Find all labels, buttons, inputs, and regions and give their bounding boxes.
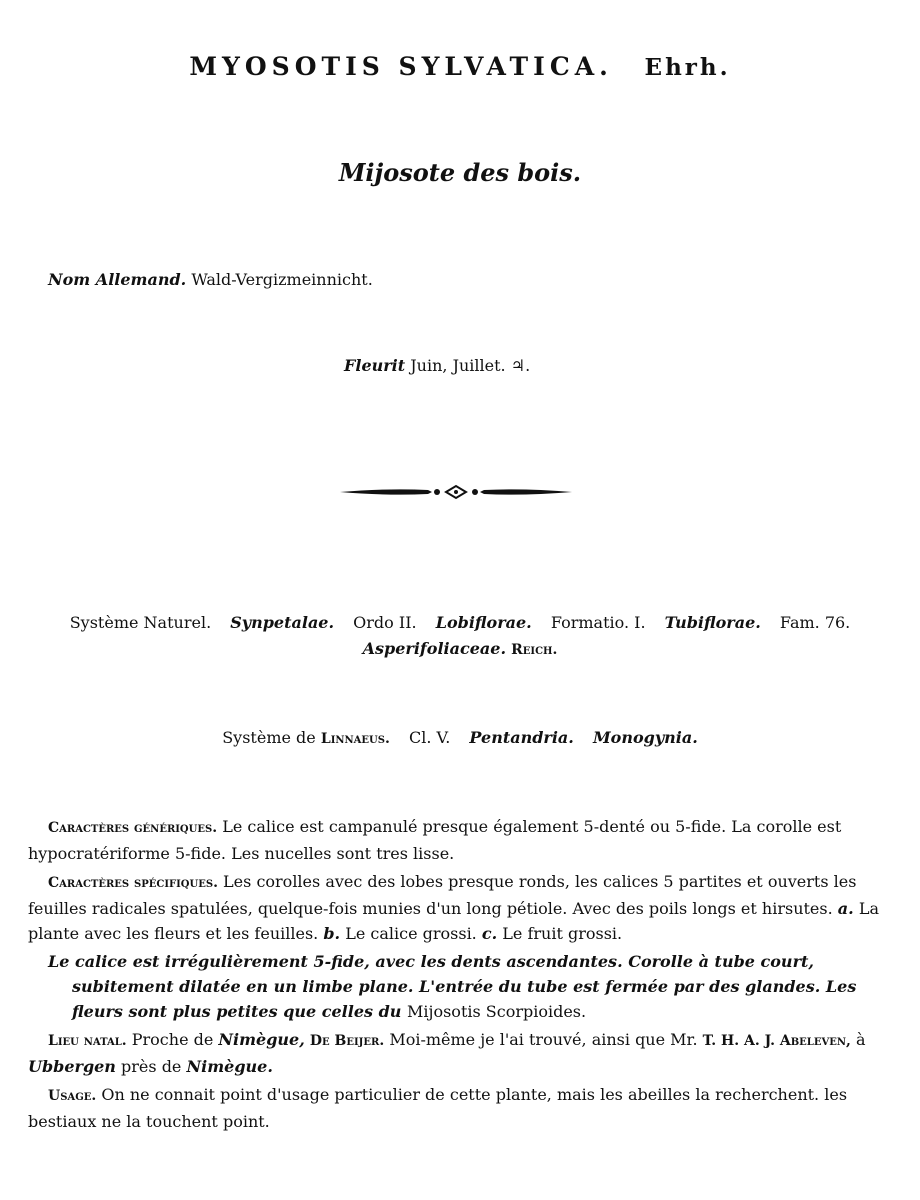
figure-c-label: c. <box>481 924 498 943</box>
page-title <box>0 52 920 81</box>
family-name: Asperifoliaceae. <box>362 639 507 658</box>
formatio-value: Tubiflorae. <box>664 613 761 632</box>
figure-b-label: b. <box>323 924 341 943</box>
systeme-naturel <box>0 610 920 663</box>
formatio-label: Formatio. I. <box>550 613 646 632</box>
generic-characters-text: Le calice est campanulé presque également 5-denté ou 5-fide. La corolle est hypocratériforme 5-fide. Les nucelles sont tres lisse. <box>28 817 842 863</box>
native-place-paragraph <box>28 1027 892 1079</box>
systeme-linnaeus <box>0 728 920 747</box>
family-number: Fam. 76. <box>779 613 851 632</box>
perennial-symbol: ♃. <box>510 356 531 375</box>
figure-a-label: a. <box>837 899 854 918</box>
systeme-naturel-line2 <box>0 636 920 663</box>
german-name-value: Wald-Vergizmeinnicht. <box>191 270 373 289</box>
native-place-text-3: à <box>855 1030 866 1049</box>
native-place-text-1: Proche de <box>131 1030 214 1049</box>
calyx-text: Le calice est irrégulièrement 5-fide, avec les dents ascendantes. Corolle à tube court, subitement dilatée en un limbe plane. L'entrée du tube est fermée par des glandes. Les fleurs sont plus petites que celles du <box>48 952 857 1021</box>
place-nimegue-1: Nimègue, <box>218 1030 305 1049</box>
reich-author: Reich. <box>511 642 558 658</box>
systeme-naturel-class: Synpetalae. <box>230 613 335 632</box>
generic-characters-paragraph <box>28 814 892 866</box>
common-name: Mijosote des bois. <box>338 158 582 187</box>
flowering-line <box>344 356 530 375</box>
figure-b-text: Le calice grossi. <box>345 924 477 943</box>
ordo-label: Ordo II. <box>353 613 417 632</box>
flowering-value: Juin, Juillet. <box>410 356 506 375</box>
calyx-comparison: Mijosotis Scorpioides. <box>407 1002 587 1021</box>
german-name-line <box>48 270 373 289</box>
usage-paragraph <box>28 1082 892 1134</box>
ordo-value: Lobiflorae. <box>435 613 532 632</box>
person-abeleven: T. H. A. J. Abeleven, <box>702 1033 851 1049</box>
figure-a-text: La plante avec les fleurs et les feuilles. <box>28 899 879 943</box>
linnaeus-class: Pentandria. <box>469 728 574 747</box>
ornament-divider-icon <box>338 482 574 502</box>
usage-text: On ne connait point d'usage particulier de cette plante, mais les abeilles la recherchent. les bestiaux ne la touchent point. <box>28 1085 848 1131</box>
species-name: MYOSOTIS SYLVATICA. <box>189 52 613 81</box>
native-place-text-4: près de <box>121 1057 182 1076</box>
generic-characters-heading: Caractères génériques. <box>48 820 218 836</box>
species-author: Ehrh. <box>644 54 731 81</box>
systeme-naturel-label: Système Naturel. <box>69 613 212 632</box>
figure-c-text: Le fruit grossi. <box>502 924 623 943</box>
place-ubbergen: Ubbergen <box>28 1057 116 1076</box>
calyx-paragraph <box>28 949 892 1024</box>
linnaeus-cl: Cl. V. <box>408 728 451 747</box>
person-de-beijer: De Beijer. <box>309 1033 385 1049</box>
systeme-linnaeus-label: Système de <box>222 728 316 747</box>
place-nimegue-2: Nimègue. <box>186 1057 273 1076</box>
linnaeus-name: Linnaeus. <box>320 731 390 747</box>
flowering-label: Fleurit <box>344 356 406 375</box>
german-name-label: Nom Allemand. <box>48 270 187 289</box>
linnaeus-order: Monogynia. <box>592 728 698 747</box>
usage-heading: Usage. <box>48 1088 97 1104</box>
description-body <box>28 814 892 1137</box>
native-place-heading: Lieu natal. <box>48 1033 127 1049</box>
specific-characters-text: Les corolles avec des lobes presque ronds, les calices 5 partites et ouverts les feuilles radicales spatulées, quelque-fois munies d'un long pétiole. Avec des poils longs et hirsutes. <box>28 872 857 918</box>
native-place-text-2: Moi-même je l'ai trouvé, ainsi que Mr. <box>389 1030 698 1049</box>
systeme-naturel-line1 <box>0 610 920 636</box>
specific-characters-heading: Caractères spécifiques. <box>48 875 218 891</box>
specific-characters-paragraph <box>28 869 892 946</box>
